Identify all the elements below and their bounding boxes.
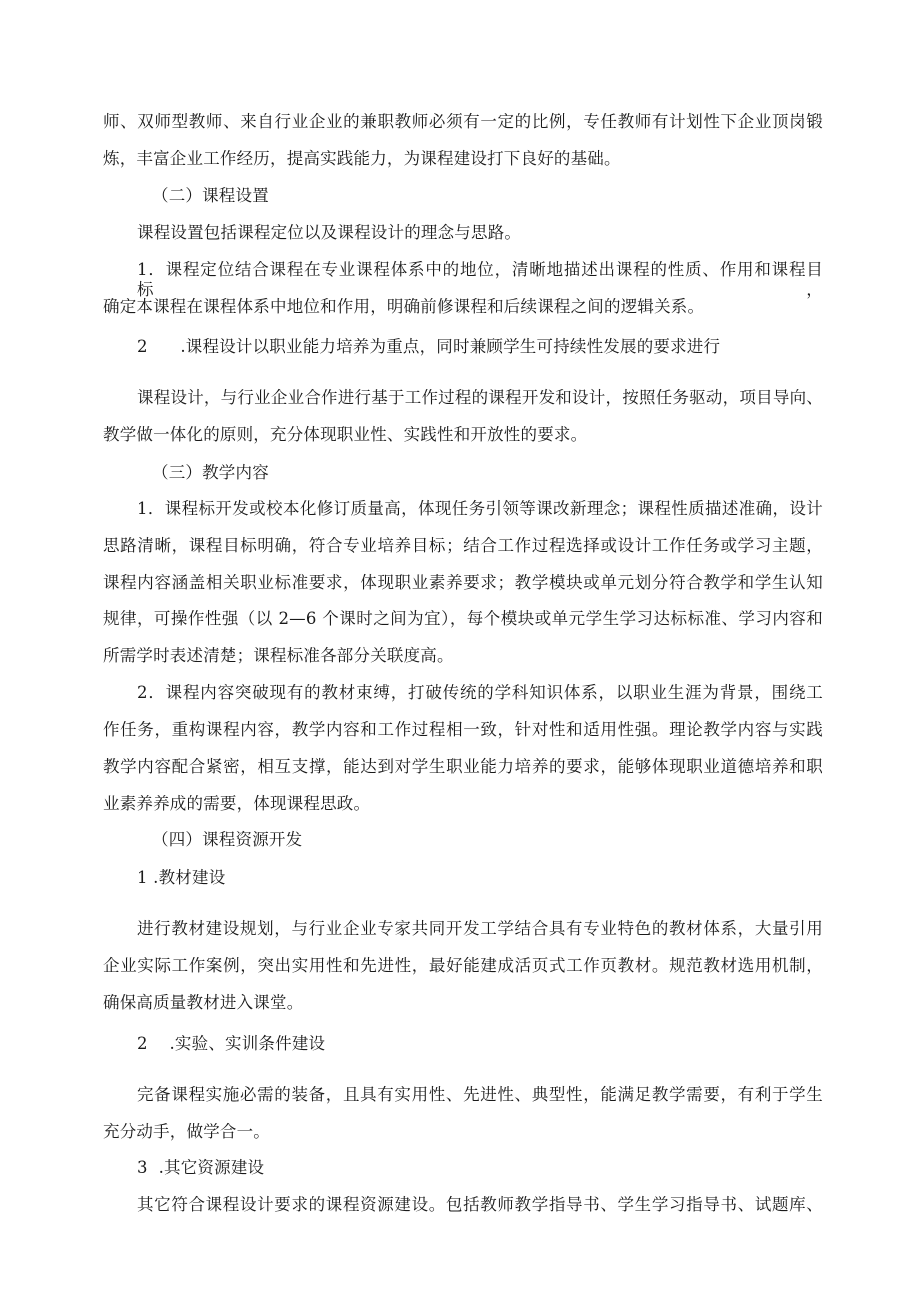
paragraph-line: 规律，可操作性强（以 2—6 个课时之间为宜），每个模块或单元学生学习达标标准、学习内容和 [103, 609, 823, 628]
list-item-line: 2 .课程设计以职业能力培养为重点，同时兼顾学生可持续性发展的要求进行 [137, 337, 721, 356]
paragraph-line: 确保高质量教材进入课堂。 [103, 993, 304, 1012]
section-heading: （三）教学内容 [152, 463, 269, 482]
paragraph-line: 充分动手，做学合一。 [103, 1122, 270, 1141]
paragraph-line: 课程设置包括课程定位以及课程设计的理念与思路。 [137, 223, 522, 242]
paragraph-line: 业素养养成的需要，体现课程思政。 [103, 794, 371, 813]
paragraph-line: 课程内容涵盖相关职业标准要求，体现职业素养要求；教学模块或单元划分符合教学和学生认知 [103, 573, 823, 592]
paragraph-line: 完备课程实施必需的装备，且具有实用性、先进性、典型性，能满足教学需要，有利于学生 [137, 1085, 823, 1104]
paragraph-line: 炼，丰富企业工作经历，提高实践能力，为课程建设打下良好的基础。 [103, 149, 621, 168]
paragraph-line: 进行教材建设规划，与行业企业专家共同开发工学结合具有专业特色的教材体系，大量引用 [137, 919, 823, 938]
paragraph-line: 教学内容配合紧密，相互支撑，能达到对学生职业能力培养的要求，能够体现职业道德培养和职 [103, 757, 823, 776]
paragraph-line: 所需学时表述清楚；课程标准各部分关联度高。 [103, 646, 454, 665]
paragraph-line: 企业实际工作案例，突出实用性和先进性，最好能建成活页式工作页教材。规范教材选用机制， [103, 956, 823, 975]
paragraph-line: 教学做一体化的原则，充分体现职业性、实践性和开放性的要求。 [103, 425, 588, 444]
paragraph-line: 课程设计，与行业企业合作进行基于工作过程的课程开发和设计，按照任务驱动，项目导向、 [137, 388, 823, 407]
section-heading: （二）课程设置 [152, 186, 269, 205]
paragraph-line: 师、双师型教师、来自行业企业的兼职教师必须有一定的比例，专任教师有计划性下企业顶岗锻 [103, 112, 823, 131]
list-item-line: 2．课程内容突破现有的教材束缚，打破传统的学科知识体系，以职业生涯为背景，围绕工 [137, 683, 823, 702]
subsection-heading: 1 .教材建设 [137, 868, 226, 887]
subsection-heading: 2 .实验、实训条件建设 [137, 1034, 326, 1053]
subsection-heading: 3 .其它资源建设 [137, 1158, 265, 1177]
paragraph-line: 思路清晰，课程目标明确，符合专业培养目标；结合工作过程选择或设计工作任务或学习主题， [103, 536, 823, 555]
section-heading: （四）课程资源开发 [152, 830, 303, 849]
paragraph-line: 确定本课程在课程体系中地位和作用，明确前修课程和后续课程之间的逻辑关系。 [103, 297, 705, 316]
list-item-line: 1．课程定位结合课程在专业课程体系中的地位，清晰地描述出课程的性质、作用和课程目标， [137, 260, 823, 299]
paragraph-line: 作任务，重构课程内容，教学内容和工作过程相一致，针对性和适用性强。理论教学内容与实践 [103, 720, 823, 739]
paragraph-line: 其它符合课程设计要求的课程资源建设。包括教师教学指导书、学生学习指导书、试题库、 [137, 1195, 823, 1214]
list-item-line: 1．课程标开发或校本化修订质量高，体现任务引领等课改新理念；课程性质描述准确，设计 [137, 499, 823, 518]
